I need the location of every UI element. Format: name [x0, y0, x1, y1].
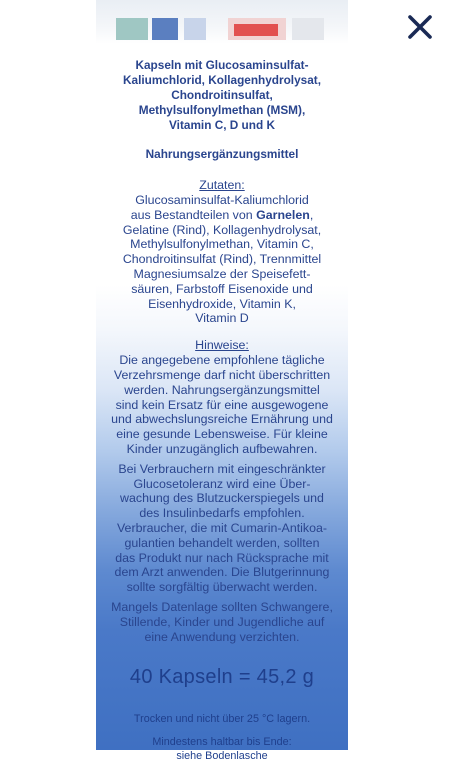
close-button[interactable] — [405, 12, 435, 42]
zutaten-line: Chondroitinsulfat (Rind), Trennmittel — [122, 252, 322, 267]
title-line: Vitamin C, D und K — [169, 118, 275, 132]
hinweise-line: gulantien behandelt werden, sollten — [124, 535, 320, 550]
package-graphic — [152, 18, 178, 40]
hinweise-line: Verbraucher, die mit Cumarin-Antikoa- — [116, 520, 328, 535]
hinweise-line: Stillende, Kinder und Jugendliche auf — [119, 614, 325, 629]
package-text — [96, 58, 348, 763]
hinweise-line: dem Arzt anwenden. Die Blutgerinnung — [114, 565, 330, 580]
product-image — [96, 0, 348, 762]
hinweise-line: wachung des Blutzuckerspiegels und — [120, 491, 324, 506]
package-graphic — [292, 18, 324, 40]
zutaten-line-prefix: aus Bestandteilen von — [130, 207, 257, 222]
zutaten-line: Magnesiumsalze der Speisefett- — [133, 266, 311, 281]
hinweise-line: eine Anwendung verzichten. — [144, 629, 300, 644]
product-subtitle: Nahrungsergänzungsmittel — [145, 147, 299, 161]
zutaten-line: Methylsulfonylmethan, Vitamin C, — [130, 237, 314, 252]
hinweise-line: sind kein Ersatz für eine ausgewogene — [115, 397, 329, 412]
hinweise-line: Verzehrsmenge darf nicht überschritten — [113, 367, 331, 382]
hinweise-line: Kinder unzugänglich aufbewahren. — [126, 441, 318, 456]
hinweise-line: Mangels Datenlage sollten Schwangere, — [111, 599, 333, 614]
package-graphic — [116, 18, 148, 40]
zutaten-line: Gelatine (Rind), Kollagenhydrolysat, — [122, 222, 322, 237]
best-before-line: siehe Bodenlasche — [176, 749, 268, 762]
zutaten-line: Eisenhydroxide, Vitamin K, — [148, 296, 296, 311]
hinweise-line: Glucosetoleranz wird eine Über- — [133, 476, 311, 491]
zutaten-line: Vitamin D — [195, 311, 249, 326]
hinweise-line: und abwechslungsreiche Ernährung und — [111, 412, 333, 427]
zutaten-heading: Zutaten: — [199, 178, 245, 192]
hinweise-line: Die angegebene empfohlene tägliche — [119, 353, 325, 368]
zutaten-line-suffix: , — [309, 207, 314, 222]
allergen-garnelen: Garnelen — [256, 207, 310, 222]
hinweise-paragraph — [96, 462, 348, 595]
zutaten-text — [96, 193, 348, 326]
hinweise-paragraph — [96, 600, 348, 644]
hinweise-line: eine gesunde Lebensweise. Für kleine — [116, 427, 328, 442]
hinweise-line: das Produkt nur nach Rücksprache mit — [115, 550, 329, 565]
package-top-strip — [96, 0, 348, 44]
product-title — [96, 58, 348, 133]
package-quantity: 40 Kapseln = 45,2 g — [129, 666, 315, 689]
storage-instructions: Trocken und nicht über 25 °C lagern. — [133, 713, 311, 726]
zutaten-line: Glucosaminsulfat-Kaliumchlorid — [135, 193, 309, 207]
hinweise-line: werden. Nahrungsergänzungsmittel — [124, 382, 320, 397]
best-before — [96, 736, 348, 763]
title-line: Methylsulfonylmethan (MSM), — [138, 103, 306, 117]
hinweise-heading: Hinweise: — [195, 338, 249, 353]
best-before-line: Mindestens haltbar bis Ende: — [152, 736, 292, 749]
title-line: Chondroitinsulfat, — [171, 88, 273, 102]
hinweise-line: Bei Verbrauchern mit eingeschränkter — [118, 461, 326, 476]
close-icon[interactable] — [405, 12, 435, 42]
title-line: Kapseln mit Glucosaminsulfat- — [135, 58, 309, 72]
package-graphic — [184, 18, 206, 40]
hinweise-paragraph — [96, 353, 348, 457]
hinweise-line: sollte sorgfältig überwacht werden. — [126, 580, 318, 595]
zutaten-line — [96, 208, 348, 223]
title-line: Kaliumchlorid, Kollagenhydrolysat, — [123, 73, 321, 87]
hinweise-line: des Insulinbedarfs empfohlen. — [139, 506, 305, 521]
package-graphic — [234, 24, 278, 36]
zutaten-line: säuren, Farbstoff Eisenoxide und — [131, 281, 313, 296]
